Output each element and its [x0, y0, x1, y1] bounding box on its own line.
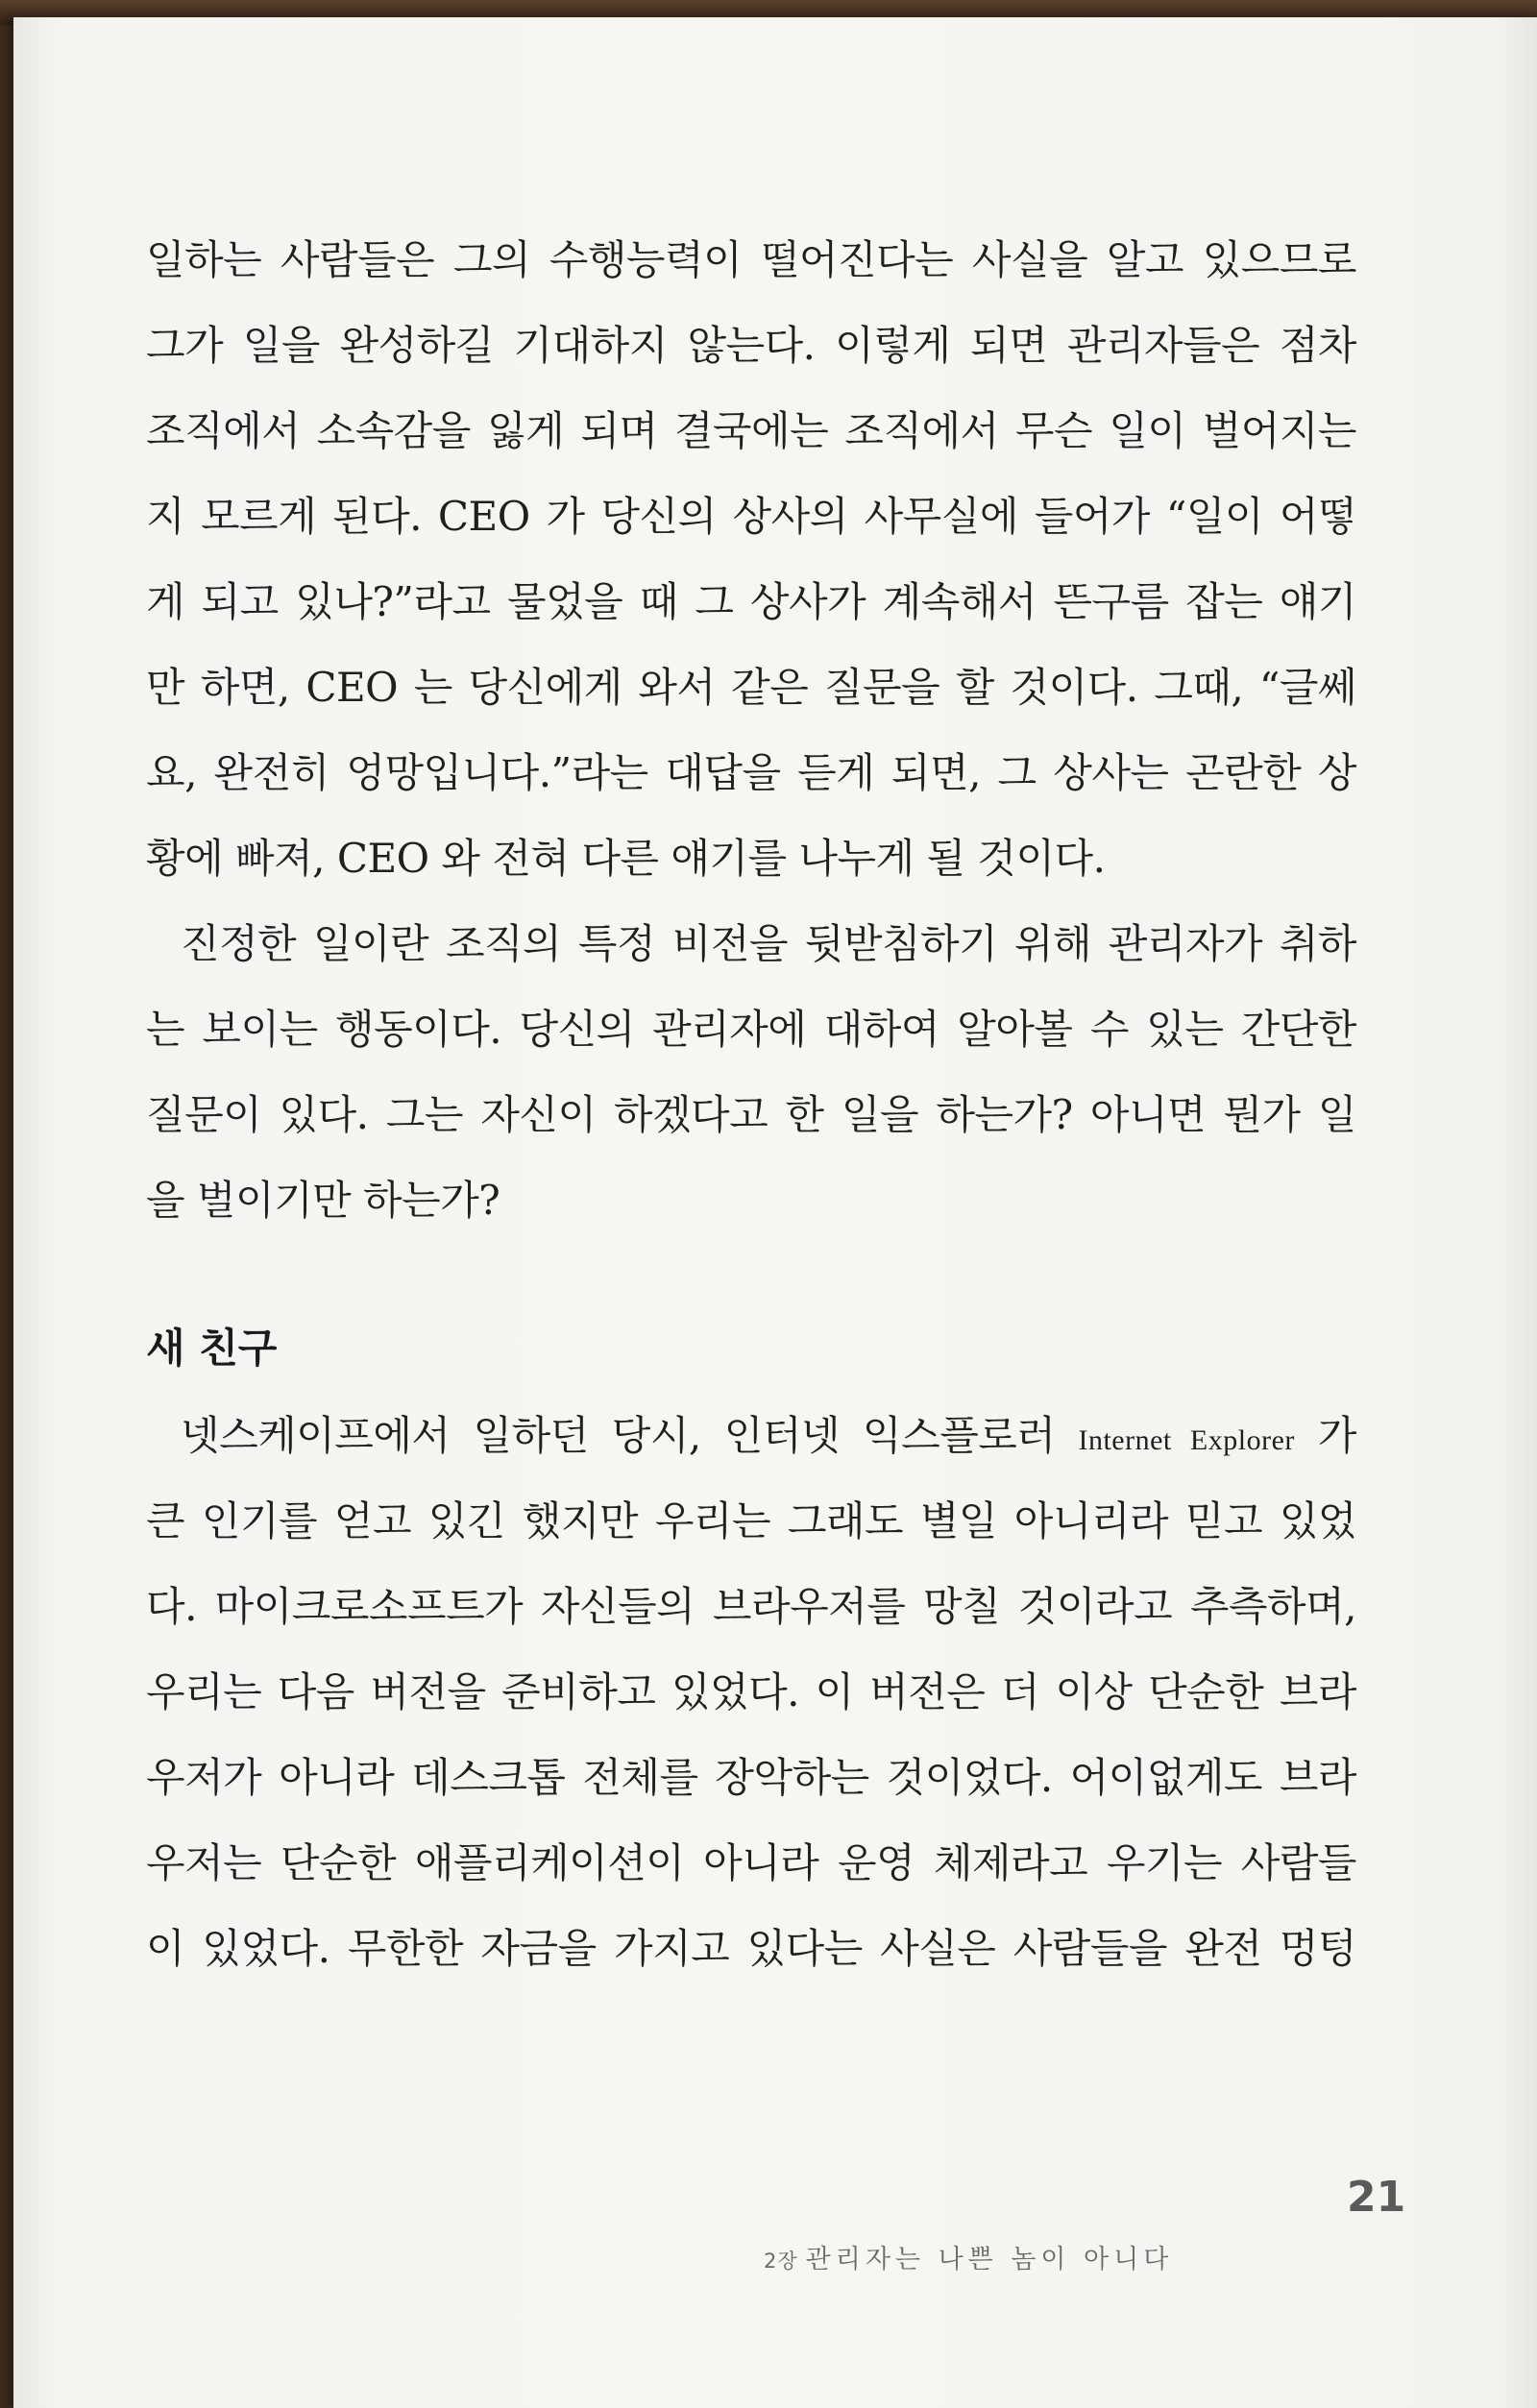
text-line: 요, 완전히 엉망입니다.”라는 대답을 듣게 되면, 그 상사는 곤란한 상: [146, 749, 1356, 796]
chapter-label: 2장: [764, 2250, 798, 2273]
text-line: 우리는 다음 버전을 준비하고 있었다. 이 버전은 더 이상 단순한 브라: [146, 1668, 1356, 1715]
paragraph-3: [146, 1393, 1356, 1991]
text-line: 황에 빠져, CEO 와 전혀 다른 얘기를 나누게 될 것이다.: [146, 835, 1106, 882]
running-footer: [764, 2238, 1311, 2275]
text-line: 우저는 단순한 애플리케이션이 아니라 운영 체제라고 우기는 사람들: [146, 1839, 1356, 1886]
text-line: 진정한 일이란 조직의 특정 비전을 뒷받침하기 위해 관리자가 취하: [181, 920, 1356, 967]
section-gap: [146, 1243, 1356, 1304]
paragraph-1: [146, 217, 1356, 901]
text-run: 가: [1317, 1412, 1356, 1459]
paragraph-2: [146, 901, 1356, 1243]
section-heading: 새 친구: [146, 1325, 278, 1372]
english-term: Internet Explorer: [1078, 1424, 1295, 1456]
text-line: 일하는 사람들은 그의 수행능력이 떨어진다는 사실을 알고 있으므로: [146, 236, 1356, 283]
body-text: [146, 217, 1356, 1991]
page-number: 21: [1347, 2173, 1406, 2222]
text-run: 넷스케이프에서 일하던 당시, 인터넷 익스플로러: [181, 1412, 1056, 1459]
text-line: 조직에서 소속감을 잃게 되며 결국에는 조직에서 무슨 일이 벌어지는: [146, 407, 1356, 454]
text-line: 이 있었다. 무한한 자금을 가지고 있다는 사실은 사람들을 완전 멍텅: [146, 1925, 1356, 1972]
text-line: 질문이 있다. 그는 자신이 하겠다고 한 일을 하는가? 아니면 뭔가 일: [146, 1091, 1356, 1138]
text-line: 만 하면, CEO 는 당신에게 와서 같은 질문을 할 것이다. 그때, “글쎄: [146, 664, 1356, 711]
text-line: 다. 마이크로소프트가 자신들의 브라우저를 망칠 것이라고 추측하며,: [146, 1583, 1356, 1630]
text-line: 게 되고 있나?”라고 물었을 때 그 상사가 계속해서 뜬구름 잡는 얘기: [146, 578, 1356, 625]
text-line: [146, 1393, 1356, 1478]
text-line: 그가 일을 완성하길 기대하지 않는다. 이렇게 되면 관리자들은 점차: [146, 322, 1356, 369]
text-line: 우저가 아니라 데스크톱 전체를 장악하는 것이었다. 어이없게도 브라: [146, 1754, 1356, 1801]
text-line: 큰 인기를 얻고 있긴 했지만 우리는 그래도 별일 아니리라 믿고 있었: [146, 1497, 1356, 1545]
chapter-title: 관리자는 나쁜 놈이 아니다: [805, 2245, 1174, 2274]
text-line: 지 모르게 된다. CEO 가 당신의 상사의 사무실에 들어가 “일이 어떻: [146, 493, 1356, 540]
text-line: 는 보이는 행동이다. 당신의 관리자에 대하여 알아볼 수 있는 간단한: [146, 1006, 1356, 1053]
text-line: 을 벌이기만 하는가?: [146, 1177, 500, 1224]
